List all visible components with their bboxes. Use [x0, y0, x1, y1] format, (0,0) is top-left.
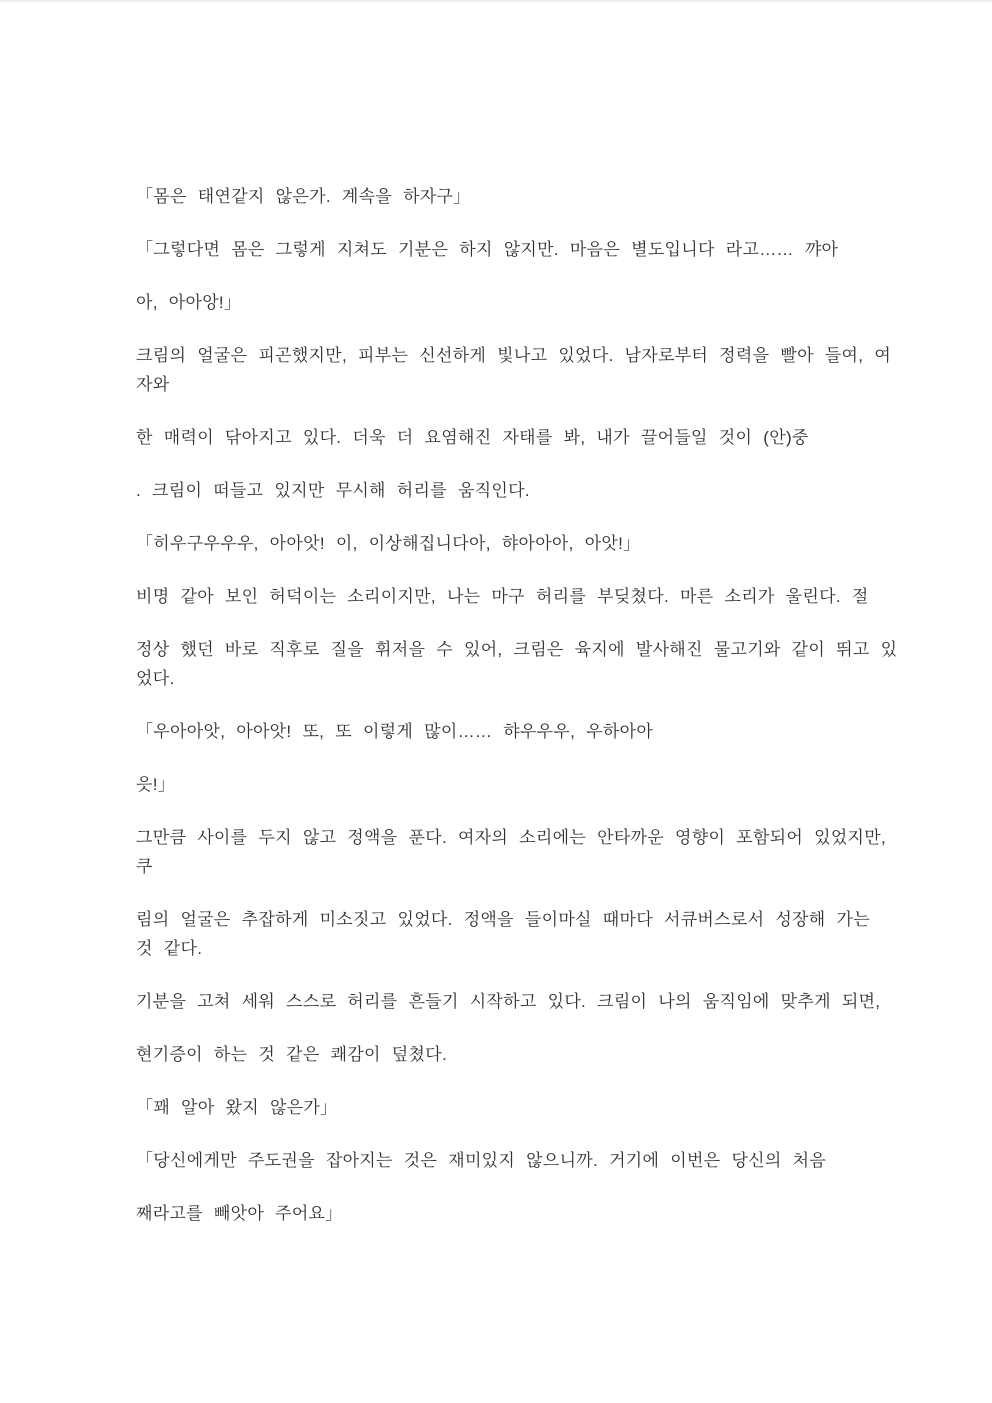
paragraph — [136, 635, 936, 693]
text-line: . 크림이 떠들고 있지만 무시해 허리를 움직인다. — [136, 481, 530, 500]
text-line: 째라고를 빼앗아 주어요」 — [136, 1204, 343, 1223]
text-line: 것 같다. — [136, 939, 203, 958]
paragraph — [136, 288, 936, 317]
paragraph — [136, 1040, 936, 1069]
text-line: 아, 아아앙!」 — [136, 293, 242, 312]
text-line: 현기증이 하는 것 같은 쾌감이 덮쳤다. — [136, 1045, 447, 1064]
text-line: 「몸은 태연같지 않은가. 계속을 하자구」 — [136, 187, 471, 206]
paragraph — [136, 1093, 936, 1122]
text-line: 읏!」 — [136, 775, 176, 794]
text-line: 한 매력이 닦아지고 있다. 더욱 더 요염해진 자태를 봐, 내가 끌어들일 것이 (안)중 — [136, 428, 809, 447]
text-line: 크림의 얼굴은 피곤했지만, 피부는 신선하게 빛나고 있었다. 남자로부터 정력을 빨아 들여, 여 — [136, 346, 892, 365]
text-line: 「우아아앗, 아아앗! 또, 또 이렇게 많이…… 햐우우우, 우하아아 — [136, 722, 654, 741]
text-line: 「당신에게만 주도권을 잡아지는 것은 재미있지 않으니까. 거기에 이번은 당신의 처음 — [136, 1151, 827, 1170]
text-line: 「히우구우우우, 아아앗! 이, 이상해집니다아, 햐아아아, 아앗!」 — [136, 534, 641, 553]
text-line: 자와 — [136, 375, 170, 394]
text-line: 쿠 — [136, 857, 153, 876]
text-line: 기분을 고쳐 세워 스스로 허리를 흔들기 시작하고 있다. 크림이 나의 움직임에 맞추게 되면, — [136, 992, 881, 1011]
text-line: 「그렇다면 몸은 그렇게 지쳐도 기분은 하지 않지만. 마음은 별도입니다 라고…… 꺄아 — [136, 240, 839, 259]
text-line: 림의 얼굴은 추잡하게 미소짓고 있었다. 정액을 들이마실 때마다 서큐버스로서 성장해 가는 — [136, 910, 870, 929]
paragraph — [136, 182, 936, 211]
paragraph — [136, 529, 936, 558]
paragraph — [136, 476, 936, 505]
paragraph — [136, 1146, 936, 1175]
paragraph — [136, 1199, 936, 1228]
text-line: 그만큼 사이를 두지 않고 정액을 푼다. 여자의 소리에는 안타까운 영향이 포함되어 있었지만, — [136, 828, 887, 847]
paragraph — [136, 235, 936, 264]
paragraph — [136, 770, 936, 799]
paragraph — [136, 905, 936, 963]
paragraph — [136, 717, 936, 746]
text-line: 정상 했던 바로 직후로 질을 휘저을 수 있어, 크림은 육지에 발사해진 물고기와 같이 뛰고 있 — [136, 640, 898, 659]
paragraph — [136, 823, 936, 881]
paragraph — [136, 423, 936, 452]
paragraph — [136, 987, 936, 1016]
text-line: 었다. — [136, 669, 175, 688]
text-line: 「꽤 알아 왔지 않은가」 — [136, 1098, 338, 1117]
text-line: 비명 같아 보인 허덕이는 소리이지만, 나는 마구 허리를 부딪쳤다. 마른 소리가 울린다. 절 — [136, 587, 869, 606]
paragraph — [136, 341, 936, 399]
text-content — [0, 2, 992, 1228]
paragraph — [136, 582, 936, 611]
